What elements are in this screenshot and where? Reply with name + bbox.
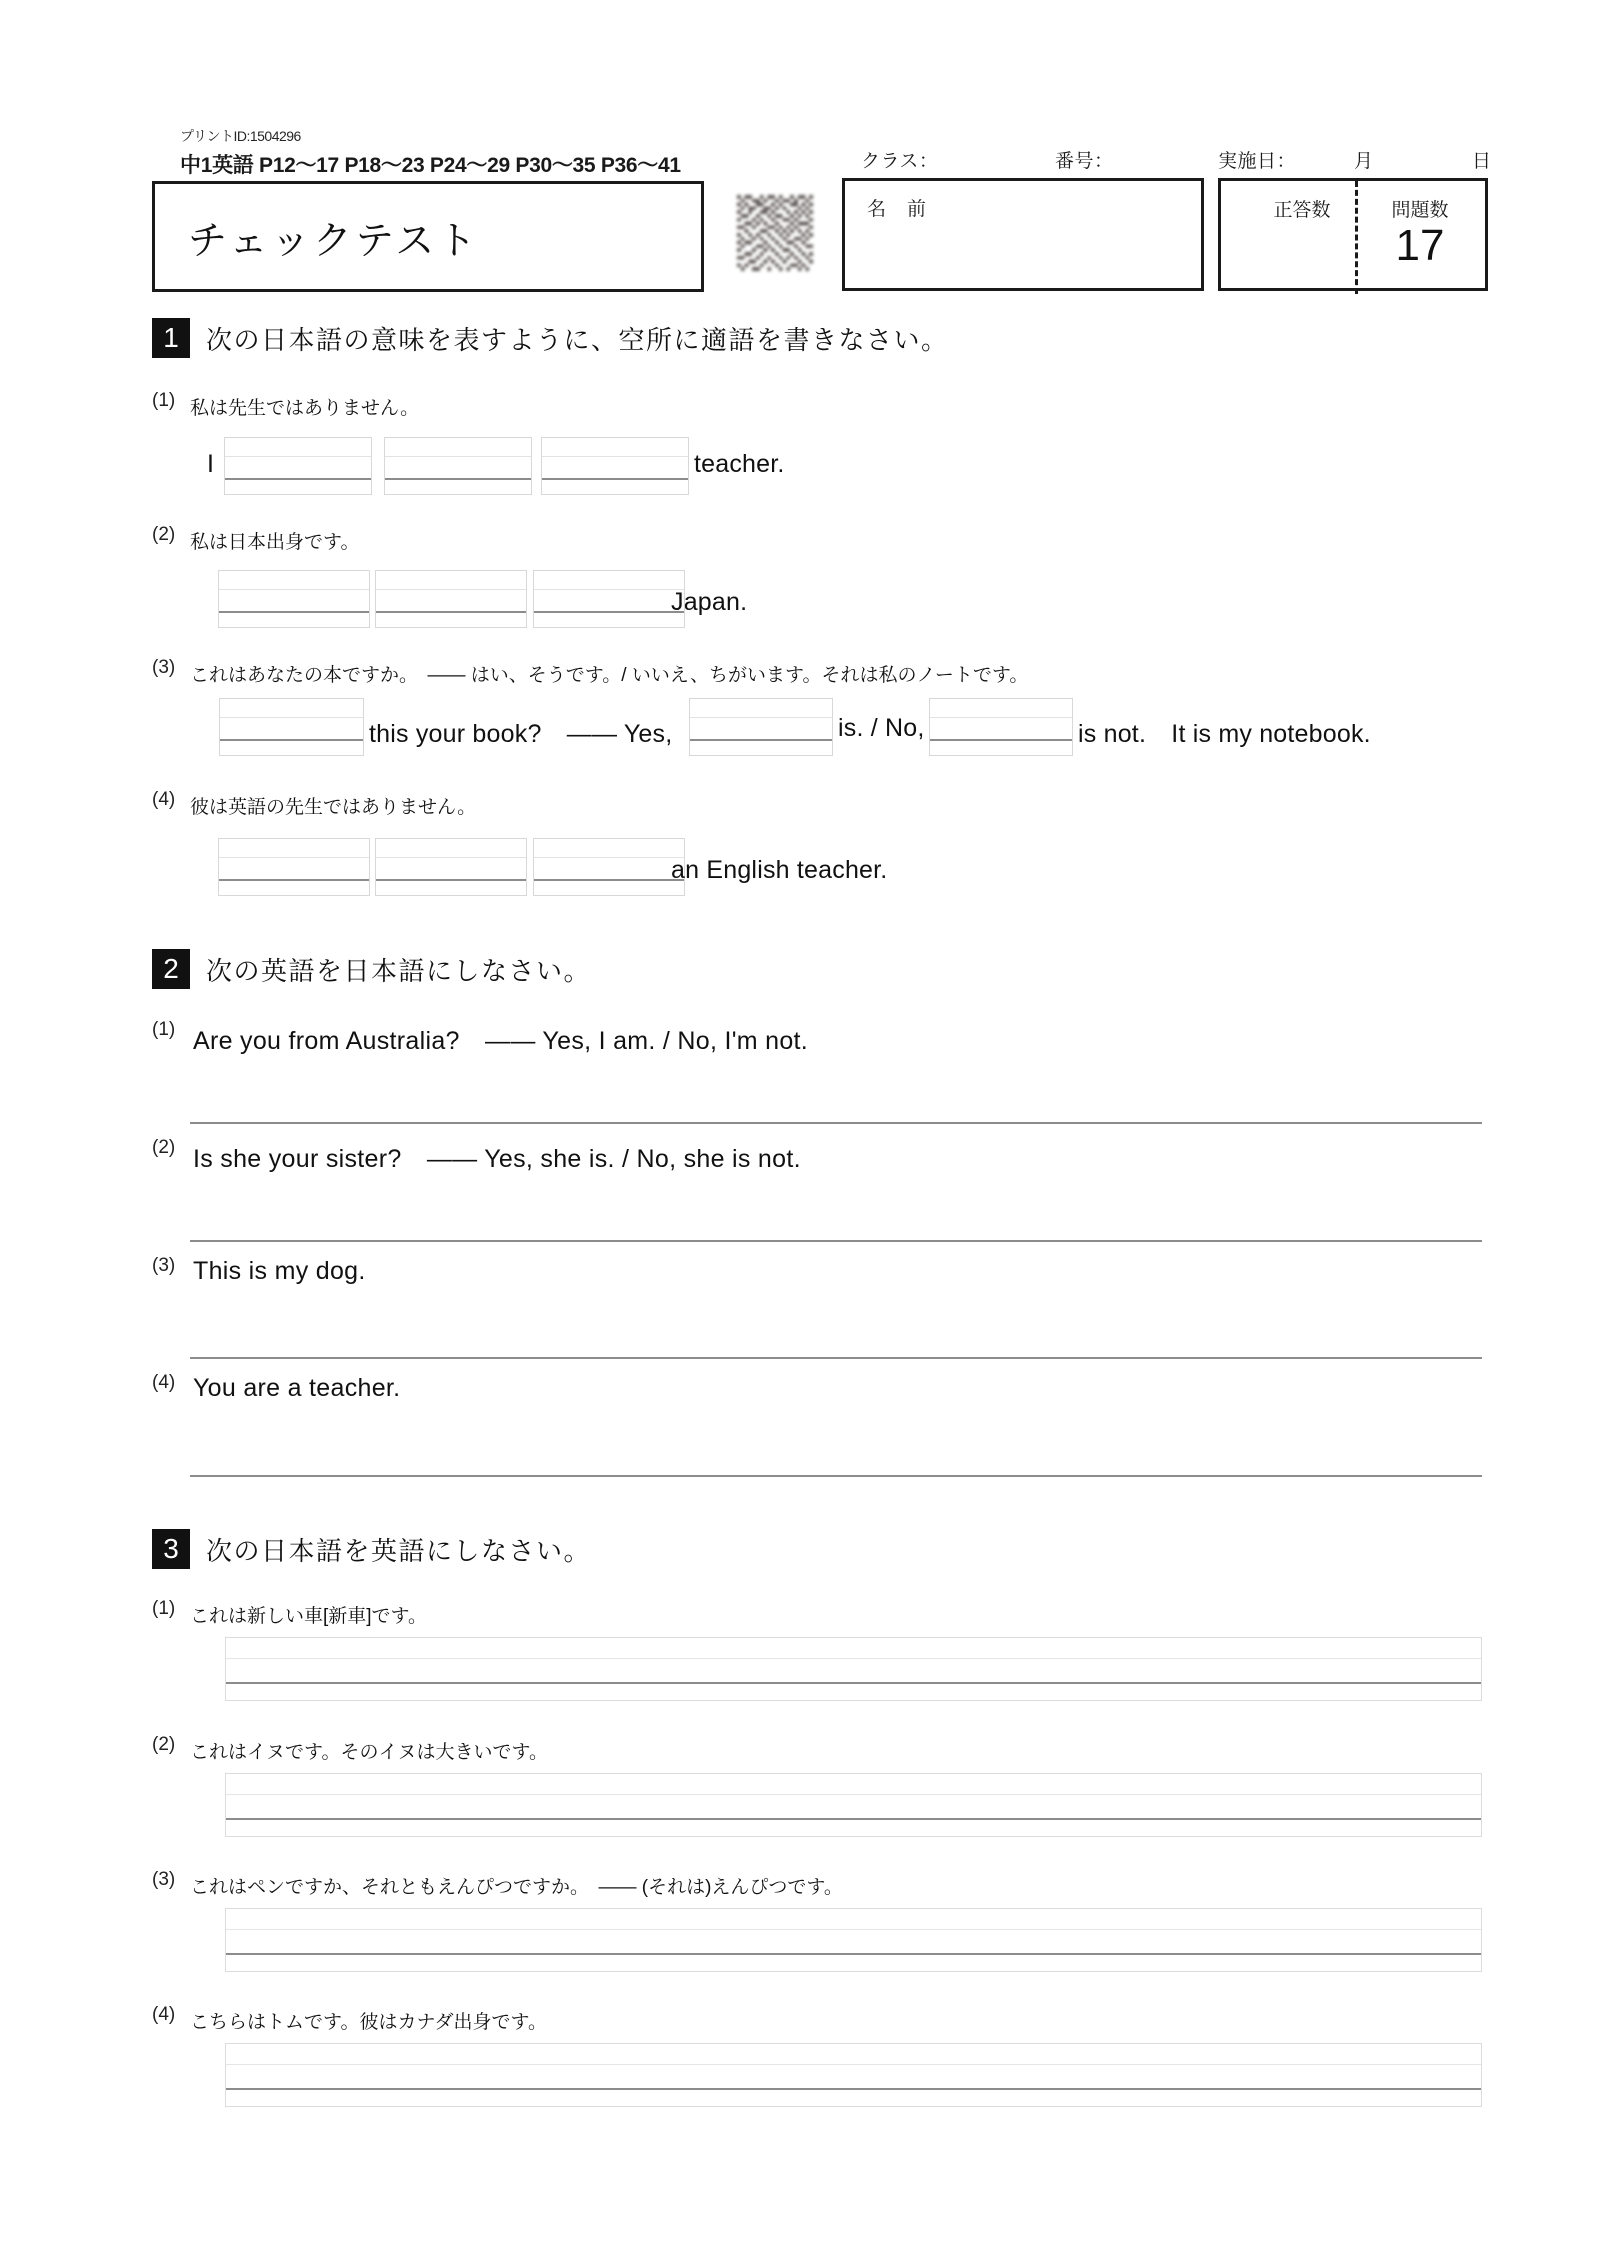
s2-q1-prompt: Are you from Australia? ―― Yes, I am. / No, I'm not. <box>193 1027 809 1055</box>
s1-q2-blank-1[interactable] <box>218 570 370 628</box>
s1-q4-blank-1[interactable] <box>218 838 370 896</box>
date-label: 実施日： <box>1218 151 1297 172</box>
s2-q3-prompt: This is my dog. <box>193 1257 366 1285</box>
s1-q3-blank-2[interactable] <box>689 698 833 756</box>
s3-q4-prompt: こちらはトムです。彼はカナダ出身です。 <box>190 2012 548 2033</box>
s3-q2-number: (2) <box>152 1734 176 1755</box>
qr-code-icon <box>737 195 813 271</box>
s1-q3-text-2: is. / No, <box>838 714 925 742</box>
s2-q1-answer-line[interactable] <box>190 1122 1482 1124</box>
total-count-label: 問題数 <box>1391 200 1449 221</box>
s3-q4-answer-box[interactable] <box>225 2043 1482 2107</box>
name-label: 名 前 <box>867 199 928 220</box>
s1-q4-blank-2[interactable] <box>375 838 527 896</box>
month-label: 月 <box>1354 151 1374 172</box>
s3-q1-answer-box[interactable] <box>225 1637 1482 1701</box>
s2-q4-prompt: You are a teacher. <box>193 1374 401 1402</box>
s2-q4-answer-line[interactable] <box>190 1475 1482 1477</box>
s1-q1-blank-3[interactable] <box>541 437 689 495</box>
s1-q4-number: (4) <box>152 789 176 810</box>
section-3-number: 3 <box>152 1529 190 1569</box>
s2-q1-number: (1) <box>152 1019 176 1040</box>
s1-q3-text-3: is not. It is my notebook. <box>1078 720 1371 748</box>
s2-q2-prompt: Is she your sister? ―― Yes, she is. / No, she is not. <box>193 1145 801 1173</box>
page-title: チェックテスト <box>188 220 480 263</box>
score-divider <box>1355 181 1358 294</box>
s1-q2-number: (2) <box>152 524 176 545</box>
page-header <box>0 0 1600 300</box>
s1-q2-blank-2[interactable] <box>375 570 527 628</box>
s1-q2-suffix: Japan. <box>671 588 748 616</box>
section-1-title: 次の日本語の意味を表すように、空所に適語を書きなさい。 <box>206 324 949 355</box>
s1-q1-blank-2[interactable] <box>384 437 532 495</box>
s1-q3-prompt: これはあなたの本ですか。 ―― はい、そうです。/ いいえ、ちがいます。それは私のノートです。 <box>190 665 1029 686</box>
s1-q1-blank-1[interactable] <box>224 437 372 495</box>
s3-q2-answer-box[interactable] <box>225 1773 1482 1837</box>
section-2-number: 2 <box>152 949 190 989</box>
section-1-number: 1 <box>152 318 190 358</box>
s2-q3-answer-line[interactable] <box>190 1357 1482 1359</box>
s2-q2-answer-line[interactable] <box>190 1240 1482 1242</box>
title-box <box>152 181 704 292</box>
s3-q3-prompt: これはペンですか、それともえんぴつですか。 ―― (それは)えんぴつです。 <box>190 1877 843 1898</box>
s3-q1-number: (1) <box>152 1598 176 1619</box>
s2-q2-number: (2) <box>152 1137 176 1158</box>
s3-q3-answer-box[interactable] <box>225 1908 1482 1972</box>
name-field[interactable] <box>842 178 1204 291</box>
s2-q3-number: (3) <box>152 1255 176 1276</box>
s1-q2-blank-3[interactable] <box>533 570 685 628</box>
s2-q4-number: (4) <box>152 1372 176 1393</box>
s1-q3-text-1: this your book? ―― Yes, <box>369 720 673 748</box>
course-range: 中1英語 P12〜17 P18〜23 P24〜29 P30〜35 P36〜41 <box>180 154 681 177</box>
section-1-header <box>152 317 949 359</box>
number-label: 番号： <box>1055 151 1114 172</box>
s3-q3-number: (3) <box>152 1869 176 1890</box>
section-3-title: 次の日本語を英語にしなさい。 <box>206 1535 592 1566</box>
s1-q4-prompt: 彼は英語の先生ではありません。 <box>190 797 477 818</box>
s1-q1-prefix: I <box>207 450 215 478</box>
s3-q2-prompt: これはイヌです。そのイヌは大きいです。 <box>190 1742 548 1763</box>
correct-count-label: 正答数 <box>1273 200 1331 221</box>
section-2-header <box>152 948 591 990</box>
s1-q3-blank-1[interactable] <box>219 698 364 756</box>
score-box <box>1218 178 1488 291</box>
s1-q3-blank-3[interactable] <box>929 698 1073 756</box>
section-3-header <box>152 1528 591 1570</box>
s1-q1-prompt: 私は先生ではありません。 <box>190 398 420 419</box>
total-count-value: 17 <box>1395 221 1445 270</box>
s1-q2-prompt: 私は日本出身です。 <box>190 532 360 553</box>
s1-q1-number: (1) <box>152 390 176 411</box>
s3-q4-number: (4) <box>152 2004 176 2025</box>
section-2-title: 次の英語を日本語にしなさい。 <box>206 955 592 986</box>
s1-q1-suffix: teacher. <box>694 450 785 478</box>
s3-q1-prompt: これは新しい車[新車]です。 <box>190 1606 428 1627</box>
print-id: プリントID:1504296 <box>180 128 301 144</box>
s1-q4-blank-3[interactable] <box>533 838 685 896</box>
s1-q3-number: (3) <box>152 657 176 678</box>
s1-q4-suffix: an English teacher. <box>671 856 888 884</box>
day-label: 日 <box>1472 151 1492 172</box>
class-label: クラス： <box>861 151 939 172</box>
